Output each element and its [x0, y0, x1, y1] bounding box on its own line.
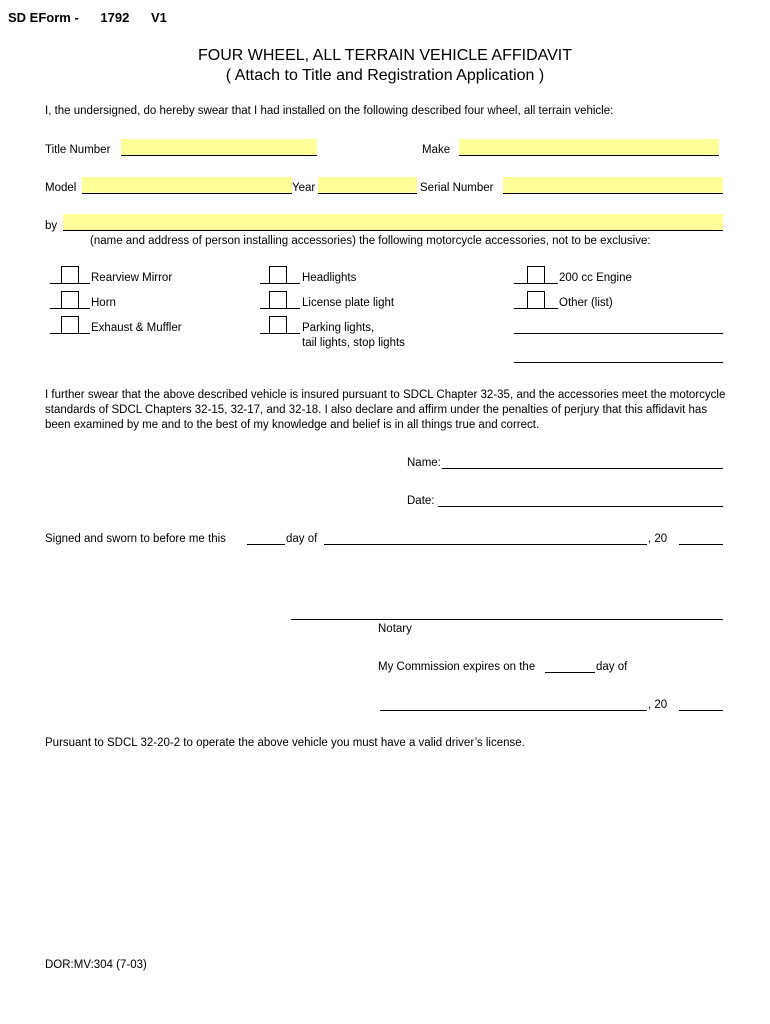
date-label: Date:	[407, 495, 435, 507]
notary-signature-line[interactable]	[291, 619, 723, 620]
intro-text: I, the undersigned, do hereby swear that I had installed on the following described four wheel, all terrain vehicle:	[45, 105, 614, 117]
other-checkbox[interactable]	[527, 291, 545, 309]
sworn-month-line[interactable]	[324, 544, 647, 545]
form-subtitle: ( Attach to Title and Registration Application )	[225, 67, 545, 84]
installer-caption: (name and address of person installing accessories) the following motorcycle accessories, not to be exclusive:	[90, 235, 651, 247]
license-note: Pursuant to SDCL 32-20-2 to operate the above vehicle you must have a valid driver’s license.	[45, 737, 525, 749]
parking-lights-checkbox[interactable]	[269, 316, 287, 334]
title-number-field[interactable]	[121, 139, 317, 156]
installer-field[interactable]	[63, 214, 723, 231]
parking-lights-label-2: tail lights, stop lights	[302, 337, 405, 349]
title-number-label: Title Number	[45, 144, 111, 156]
license-plate-light-checkbox[interactable]	[269, 291, 287, 309]
declaration-text: I further swear that the above described vehicle is insured pursuant to SDCL Chapter 32-35, and the accessories meet the motorcycle standards of SDCL Chapters 32-15, 32-17, and 32-18. I also declare and affirm under the penalties of perjury that this affidavit has been examined by me and to the best of my knowledge and belief is in all things true and correct.	[45, 389, 726, 431]
commission-month-line[interactable]	[380, 710, 647, 711]
exhaust-muffler-checkbox[interactable]	[61, 316, 79, 334]
make-field[interactable]	[459, 139, 719, 156]
year-field[interactable]	[318, 177, 417, 194]
by-label: by	[45, 220, 58, 232]
exhaust-muffler-label: Exhaust & Muffler	[91, 322, 182, 334]
form-label: SD EForm -	[8, 10, 79, 25]
model-field[interactable]	[82, 177, 292, 194]
commission-year-prefix: , 20	[648, 699, 668, 711]
sworn-day-of: day of	[286, 533, 318, 545]
model-label: Model	[45, 182, 77, 194]
horn-label: Horn	[91, 297, 116, 309]
commission-day-line[interactable]	[545, 672, 595, 673]
other-list-line-1[interactable]	[514, 333, 723, 334]
make-label: Make	[422, 144, 451, 156]
date-line[interactable]	[438, 506, 723, 507]
serial-number-field[interactable]	[503, 177, 723, 194]
rearview-mirror-label: Rearview Mirror	[91, 272, 173, 284]
form-title: FOUR WHEEL, ALL TERRAIN VEHICLE AFFIDAVIT	[197, 47, 572, 64]
parking-lights-label: Parking lights,	[302, 322, 375, 334]
sworn-text: Signed and sworn to before me this	[45, 533, 226, 545]
headlights-label: Headlights	[302, 272, 357, 284]
horn-checkbox[interactable]	[61, 291, 79, 309]
engine-checkbox[interactable]	[527, 266, 545, 284]
other-label: Other (list)	[559, 297, 613, 309]
form-version: V1	[150, 10, 167, 25]
license-plate-light-label: License plate light	[302, 297, 395, 309]
form-number: 1792	[100, 10, 130, 25]
notary-label: Notary	[378, 623, 412, 635]
engine-label: 200 cc Engine	[559, 272, 632, 284]
form-header	[8, 10, 185, 25]
name-label: Name:	[407, 457, 441, 469]
commission-text: My Commission expires on the	[378, 661, 536, 673]
headlights-checkbox[interactable]	[269, 266, 287, 284]
sworn-year-prefix: , 20	[648, 533, 668, 545]
commission-day-of: day of	[596, 661, 628, 673]
rearview-mirror-checkbox[interactable]	[61, 266, 79, 284]
sworn-year-line[interactable]	[679, 544, 723, 545]
name-line[interactable]	[442, 468, 723, 469]
commission-year-line[interactable]	[679, 710, 723, 711]
serial-number-label: Serial Number	[420, 182, 494, 194]
sworn-day-line[interactable]	[247, 544, 285, 545]
other-list-line-2[interactable]	[514, 362, 723, 363]
form-code: DOR:MV:304 (7-03)	[45, 959, 147, 971]
year-label: Year	[292, 182, 316, 194]
